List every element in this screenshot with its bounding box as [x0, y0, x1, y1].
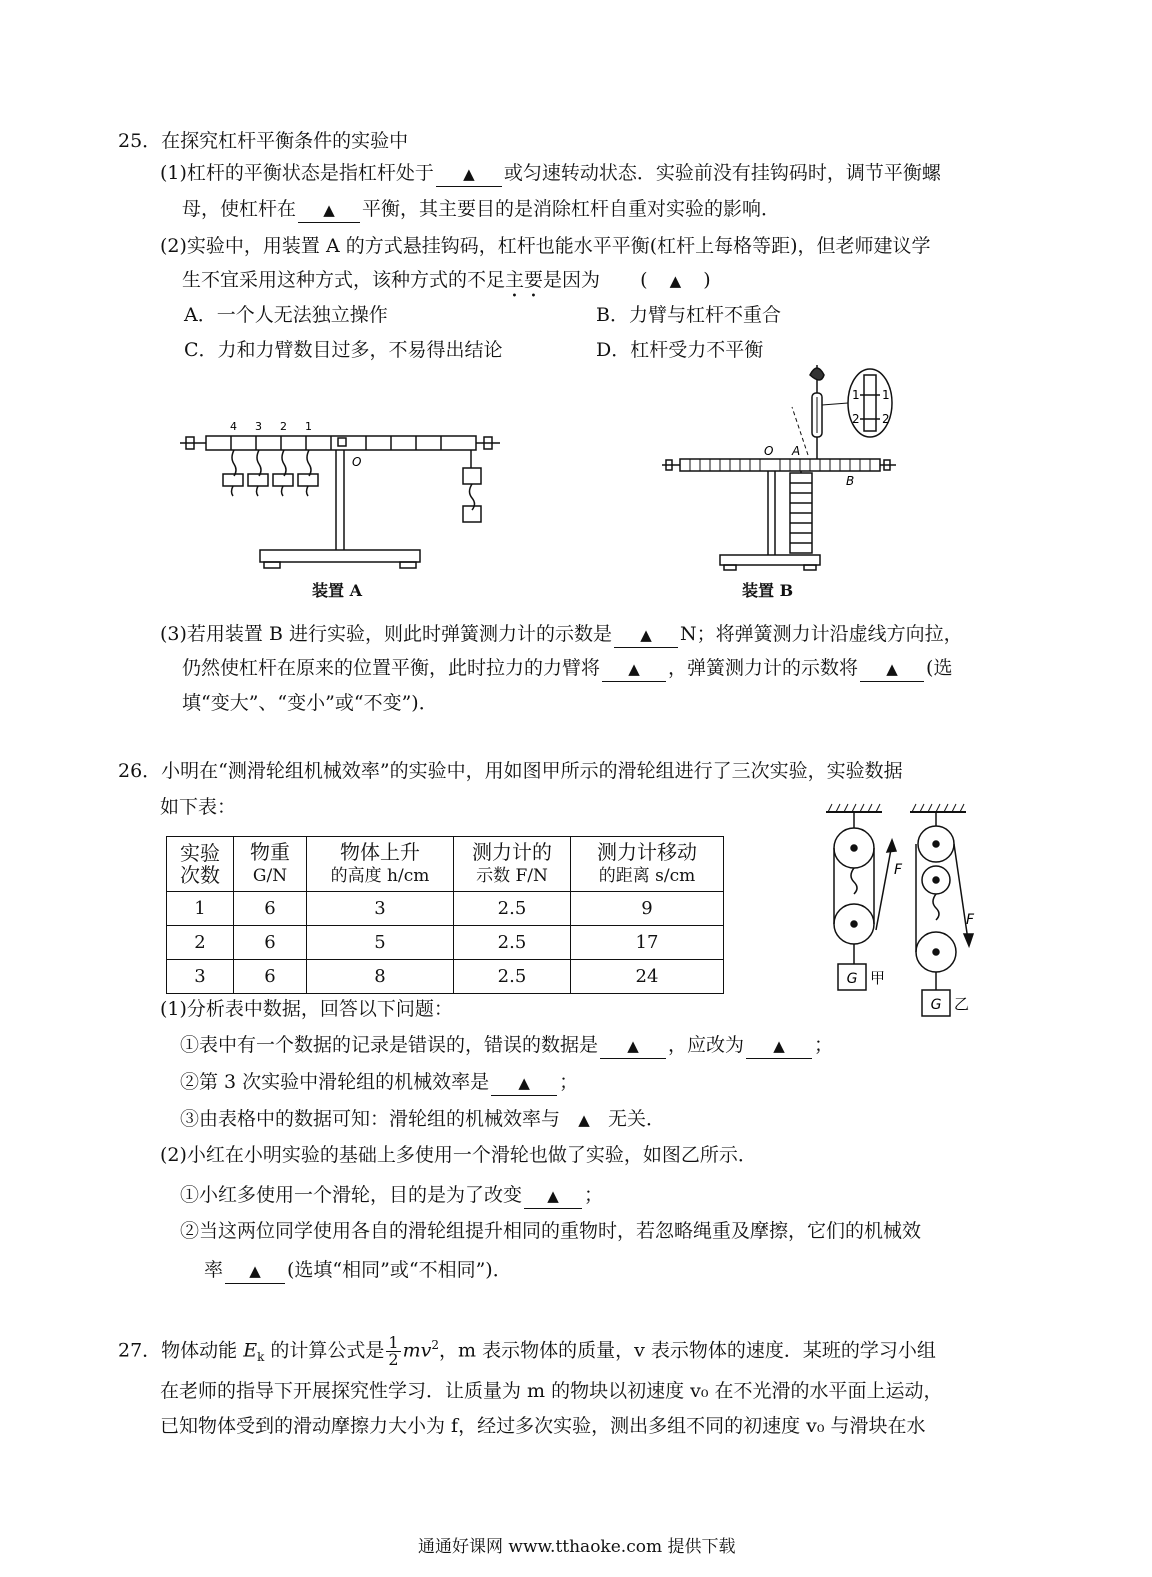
blank-marker: ▲: [578, 1111, 590, 1129]
weight-label-g-yi: G: [930, 997, 942, 1013]
q25-p3-text-a: (3)若用装置 B 进行实验，则此时弹簧测力计的示数是: [160, 623, 612, 645]
q26-p1-1-text-c: ；: [814, 1034, 834, 1056]
table-cell: 8: [307, 960, 454, 994]
q27-line1: [118, 1330, 936, 1372]
q25-p2-text-b: 生不宜采用这种方式，该种方式的不足: [182, 269, 506, 291]
q26-p1-2-text-a: ②第 3 次实验中滑轮组的机械效率是: [180, 1071, 490, 1093]
blank-marker: ▲: [249, 1262, 261, 1280]
answer-blank[interactable]: [298, 197, 360, 223]
q26-part2-heading: (2)小红在小明实验的基础上多使用一个滑轮也做了实验，如图乙所示．: [160, 1144, 757, 1166]
q26-part2-item2-cont: [204, 1255, 512, 1285]
q26-p1-1-text-b: ，应改为: [668, 1034, 745, 1056]
choice-answer-slot[interactable]: ▲: [669, 272, 682, 290]
q26-part1-item3: [180, 1104, 665, 1134]
force-label-f-yi: F: [965, 912, 974, 928]
magnifier-label-1: 1: [852, 388, 860, 402]
pulley-system-diagram: [818, 800, 978, 1025]
table-cell: 6: [234, 926, 307, 960]
answer-blank[interactable]: [600, 1033, 666, 1059]
table-cell: 3: [167, 960, 234, 994]
q25-p1-text-c: 母，使杠杆在: [182, 198, 297, 220]
q25-option-b: B．力臂与杠杆不重合: [596, 304, 781, 326]
answer-blank[interactable]: [524, 1183, 582, 1209]
experiment-data-table: [166, 836, 724, 994]
q25-part2-line2: [182, 265, 711, 302]
blank-marker: ▲: [640, 626, 652, 644]
q25-option-d: D．杠杆受力不平衡: [596, 339, 764, 361]
table-header-row: [167, 837, 724, 892]
scale-label-4: 4: [230, 420, 237, 433]
answer-blank[interactable]: [491, 1070, 557, 1096]
q25-p2-text-c: 是因为: [543, 269, 601, 291]
table-row: [167, 960, 724, 994]
figure-label-yi: 乙: [954, 995, 970, 1013]
q27-text-a4: ，m 表示物体的质量，v 表示物体的速度．某班的学习小组: [439, 1339, 936, 1362]
table-cell: 3: [307, 892, 454, 926]
kinetic-energy-subscript: k: [257, 1350, 265, 1365]
q25-part2-line1: (2)实验中，用装置 A 的方式悬挂钩码，杠杆也能水平平衡(杠杆上每格等距)，但老师建议学: [160, 235, 931, 257]
blank-marker: ▲: [627, 1037, 639, 1055]
q26-part1-heading: (1)分析表中数据，回答以下问题：: [160, 998, 453, 1020]
header-trial: 实验 次数: [167, 837, 234, 892]
table-cell: 9: [571, 892, 724, 926]
apparatus-a-diagram: [178, 410, 508, 580]
blank-marker: ▲: [773, 1037, 785, 1055]
blank-marker: ▲: [886, 660, 898, 678]
q26-p2-1-text-b: ；: [584, 1184, 604, 1206]
q25-p3-text-b: N；将弹簧测力计沿虚线方向拉，: [679, 623, 963, 645]
q26-p2-1-text-a: ①小红多使用一个滑轮，目的是为了改变: [180, 1184, 523, 1206]
q25-option-a: A．一个人无法独立操作: [184, 304, 388, 326]
blank-marker: ▲: [628, 660, 640, 678]
q25-title: 25．在探究杠杆平衡条件的实验中: [118, 130, 409, 152]
apparatus-a-caption: 装置 A: [312, 581, 362, 600]
pivot-label-o: O: [764, 444, 774, 458]
blank-marker: ▲: [323, 201, 335, 219]
table-cell: 1: [167, 892, 234, 926]
q25-p3-text-e: (选: [926, 657, 953, 679]
formula-mv: mv: [402, 1339, 432, 1362]
q25-part1-line1: [160, 158, 941, 188]
table-cell: 24: [571, 960, 724, 994]
header-height: 物体上升 的高度 h/cm: [307, 837, 454, 892]
table-cell: 2.5: [454, 960, 571, 994]
table-cell: 6: [234, 960, 307, 994]
answer-blank[interactable]: [562, 1107, 606, 1132]
q26-p1-2-text-b: ；: [559, 1071, 579, 1093]
table-cell: 5: [307, 926, 454, 960]
q26-part2-item2: ②当这两位同学使用各自的滑轮组提升相同的重物时，若忽略绳重及摩擦，它们的机械效: [180, 1220, 922, 1242]
q25-part3-line3: 填“变大”、“变小”或“不变”)．: [182, 692, 438, 714]
fraction-one-half: $\frac{1}{2}$: [388, 1332, 399, 1369]
answer-blank[interactable]: [746, 1033, 812, 1059]
formula-exponent: 2: [431, 1338, 440, 1352]
q26-intro-line1: 26．小明在“测滑轮组机械效率”的实验中，用如图甲所示的滑轮组进行了三次实验，实验数据: [118, 760, 903, 782]
table-cell: 6: [234, 892, 307, 926]
q25-p1-text-b: 或匀速转动状态．实验前没有挂钩码时，调节平衡螺: [503, 162, 941, 184]
q25-p1-text-d: 平衡，其主要目的是消除杠杆自重对实验的影响．: [362, 198, 781, 220]
kinetic-energy-symbol: E: [243, 1339, 258, 1362]
q26-part2-item1: [180, 1180, 603, 1210]
scale-label-1: 1: [305, 420, 312, 433]
q26-p1-3-text-b: 无关．: [608, 1108, 666, 1130]
q25-part3-line2: [182, 653, 952, 683]
header-distance: 测力计移动 的距离 s/cm: [571, 837, 724, 892]
q26-p1-3-text-a: ③由表格中的数据可知：滑轮组的机械效率与: [180, 1108, 561, 1130]
q25-p1-text-a: (1)杠杆的平衡状态是指杠杆处于: [160, 162, 434, 184]
scale-label-3: 3: [255, 420, 262, 433]
apparatus-b-caption: 装置 B: [742, 581, 794, 600]
answer-blank[interactable]: [225, 1258, 285, 1284]
magnifier-label-2-right: 2: [882, 412, 890, 426]
weight-label-g: G: [846, 971, 858, 987]
q26-part1-item1: [180, 1030, 833, 1060]
table-cell: 2.5: [454, 926, 571, 960]
table-cell: 2: [167, 926, 234, 960]
q27-line2: 在老师的指导下开展探究性学习．让质量为 m 的物块以初速度 v₀ 在不光滑的水平面上运动，: [160, 1380, 943, 1402]
q26-p2-2-text-b: 率: [204, 1259, 224, 1281]
q27-line3: 已知物体受到的滑动摩擦力大小为 f，经过多次实验，测出多组不同的初速度 v₀ 与滑块在水: [160, 1415, 926, 1437]
point-label-a: A: [792, 444, 801, 458]
q25-p3-text-d: ，弹簧测力计的示数将: [668, 657, 859, 679]
table-cell: 2.5: [454, 892, 571, 926]
point-label-b: B: [846, 474, 855, 488]
force-label-f: F: [894, 862, 903, 878]
magnifier-label-1-right: 1: [882, 388, 890, 402]
page-footer: 通通好课网 www.tthaoke.com 提供下载: [418, 1537, 736, 1557]
q27-text-a2: 的计算公式是: [264, 1339, 385, 1362]
q26-p2-2-text-c: (选填“相同”或“不相同”)．: [287, 1259, 512, 1281]
q25-part3-line1: [160, 619, 963, 649]
table-row: [167, 892, 724, 926]
apparatus-b-diagram: [660, 355, 910, 577]
emphasis-text: 主要: [505, 269, 544, 291]
blank-marker: ▲: [463, 165, 475, 183]
q25-part1-line2: [182, 194, 780, 224]
blank-marker: ▲: [518, 1074, 530, 1092]
header-force: 测力计的 示数 F/N: [454, 837, 571, 892]
header-weight: 物重 G/N: [234, 837, 307, 892]
q26-part1-item2: [180, 1067, 578, 1097]
paren-open: (: [640, 269, 648, 291]
answer-blank[interactable]: [614, 622, 678, 648]
scale-label-2: 2: [280, 420, 287, 433]
table-cell: 17: [571, 926, 724, 960]
table-row: [167, 926, 724, 960]
answer-blank[interactable]: [436, 161, 502, 187]
q25-p3-text-c: 仍然使杠杆在原来的位置平衡，此时拉力的力臂将: [182, 657, 601, 679]
q26-intro-line2: 如下表：: [160, 796, 237, 818]
q27-text-a1: 27．物体动能: [118, 1339, 244, 1362]
pivot-label-o: O: [352, 455, 362, 469]
q26-p1-1-text-a: ①表中有一个数据的记录是错误的，错误的数据是: [180, 1034, 599, 1056]
answer-blank[interactable]: [860, 656, 924, 682]
blank-marker: ▲: [547, 1187, 559, 1205]
q25-option-c: C．力和力臂数目过多，不易得出结论: [184, 339, 503, 361]
magnifier-label-2: 2: [852, 412, 860, 426]
paren-close: ): [703, 269, 711, 291]
figure-label-jia: 甲: [870, 969, 886, 987]
answer-blank[interactable]: [602, 656, 666, 682]
